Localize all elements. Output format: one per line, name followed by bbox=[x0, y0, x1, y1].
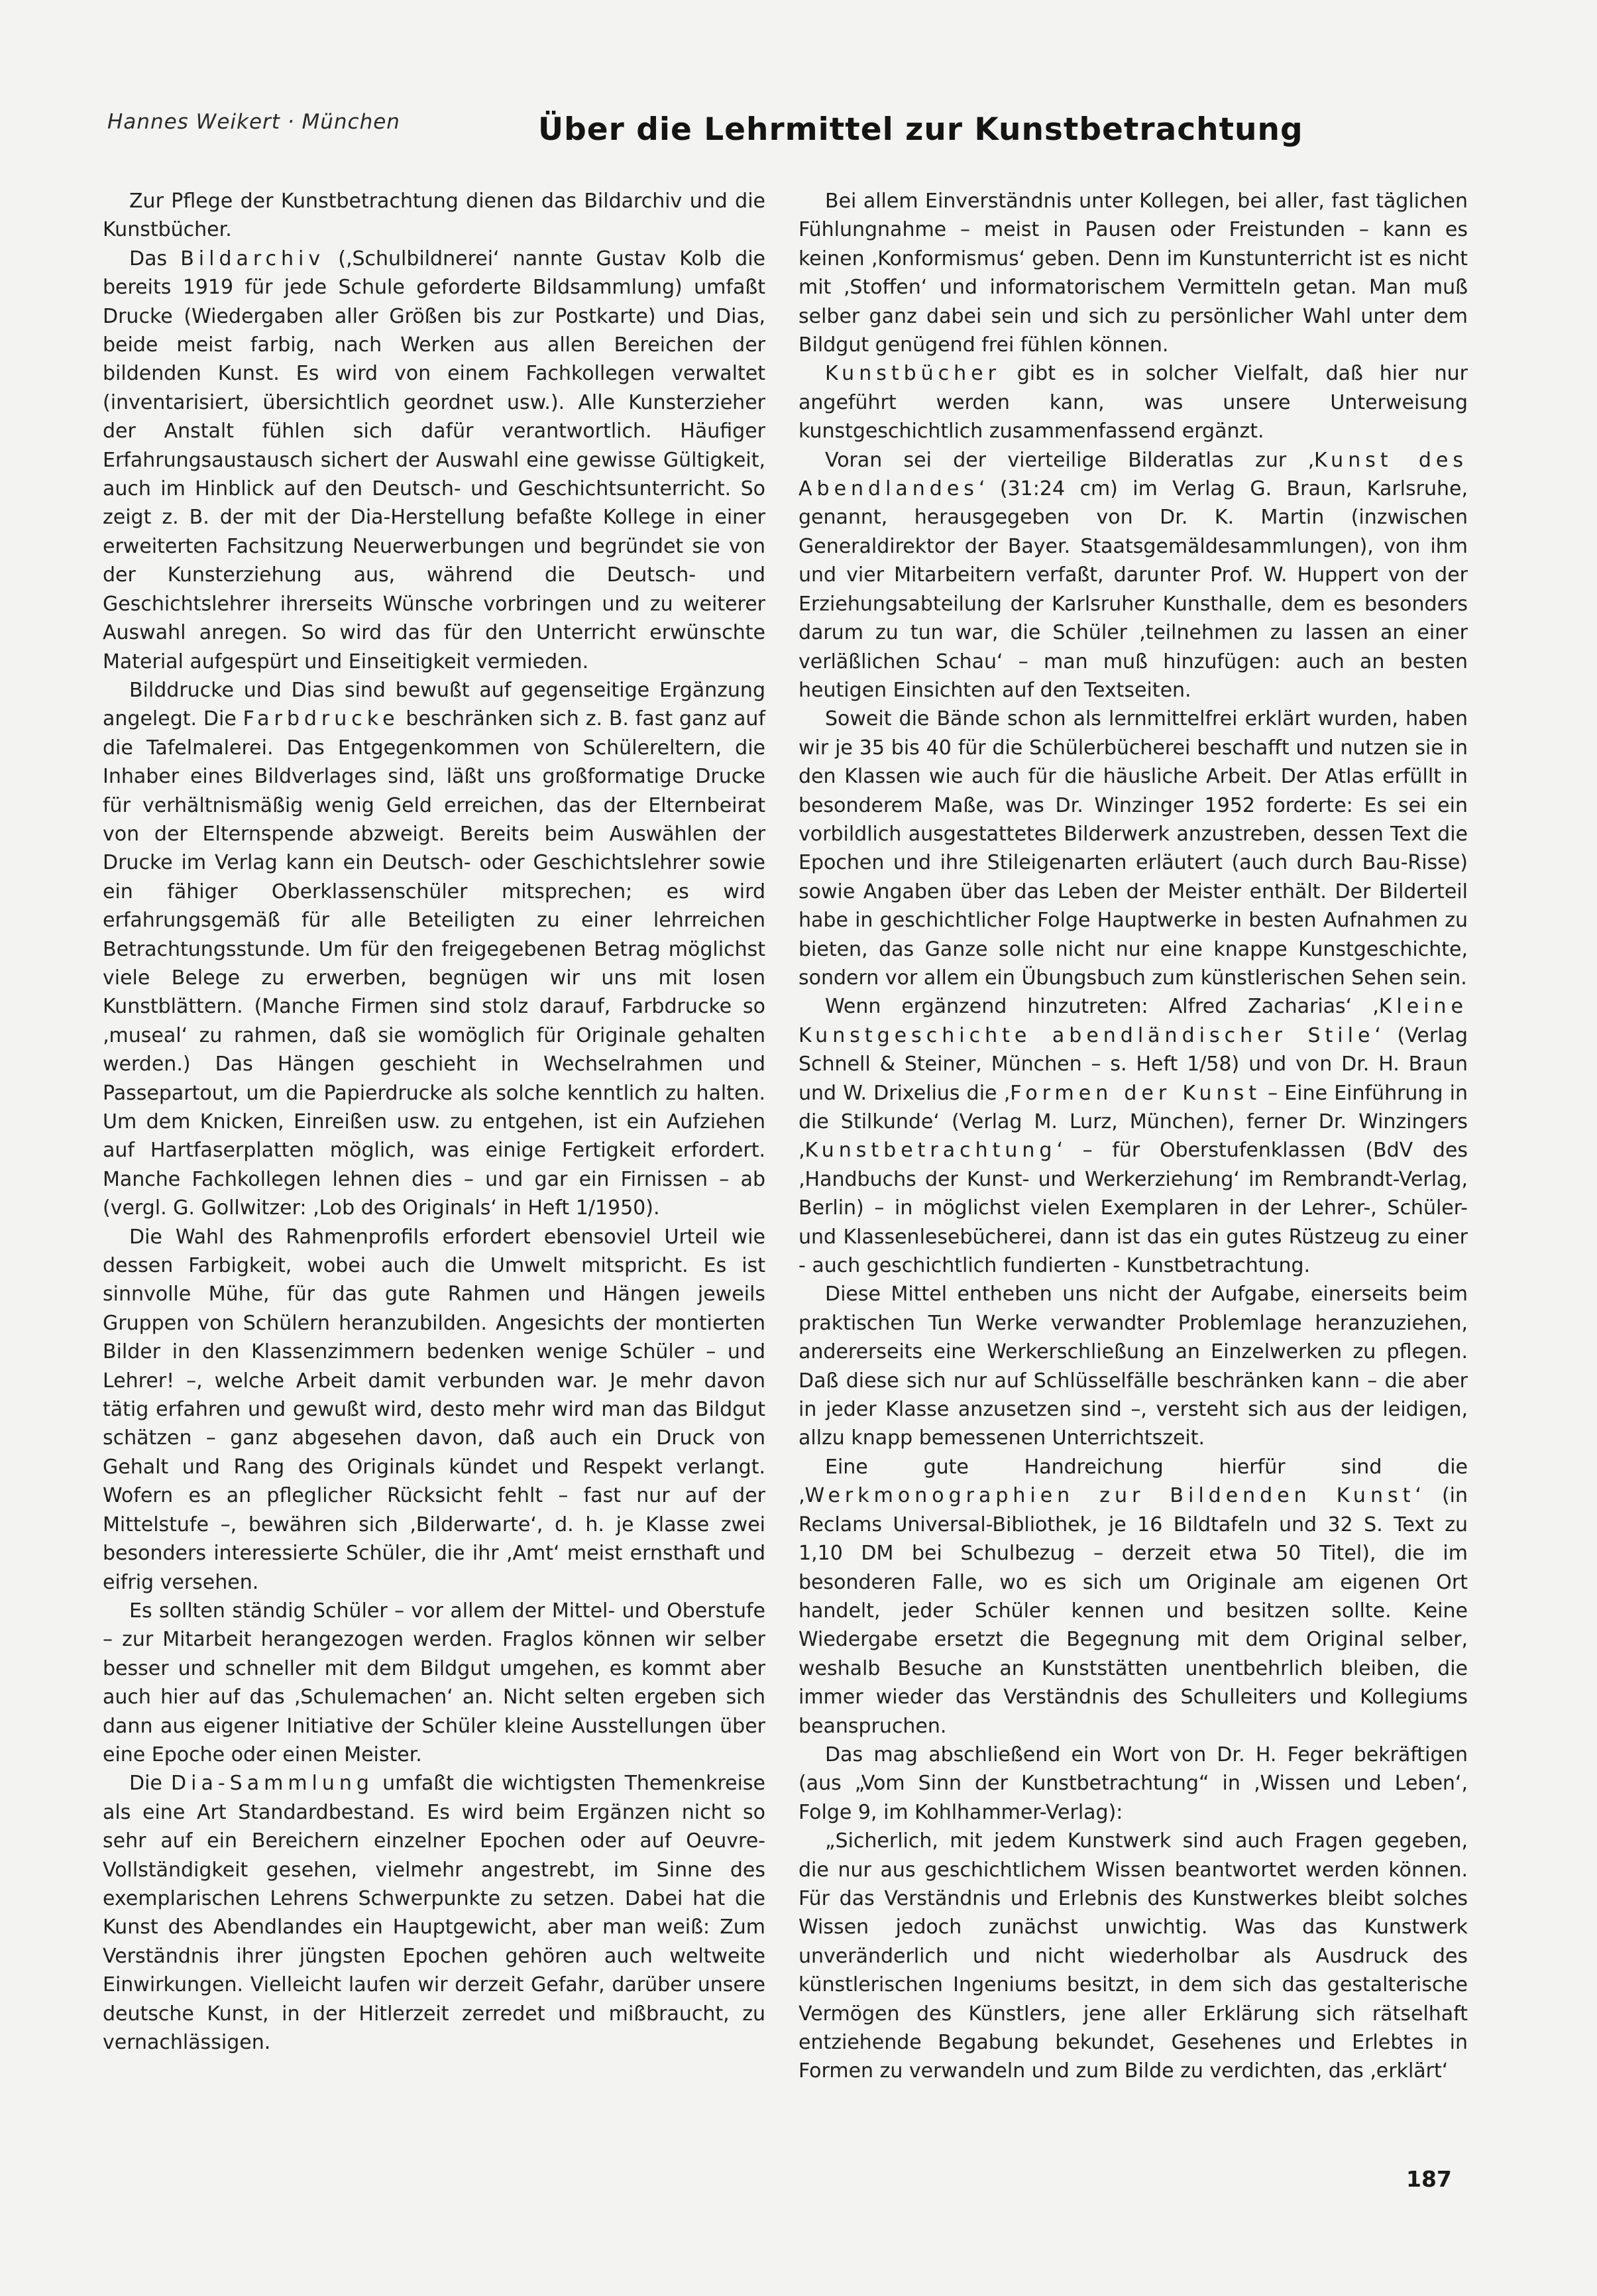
paragraph: Soweit die Bände schon als lernmittelfrei erklärt wurden, haben wir je 35 bis 40 für die Schülerbücherei beschafft und nutzen sie in den Klassen wie auch für die häusliche Arbeit. Der Atlas erfüllt in besonderem Maße, was Dr. Winzinger 1952 forderte: Es sei ein vorbildlich ausgestattetes Bilderwerk anzustreben, dessen Text die Epochen und ihre Stileigenarten erläutert (auch durch Bau-Risse) sowie Angaben über das Leben der Meister enthält. Der Bilderteil habe in geschichtlicher Folge Hauptwerke in besten Aufnahmen zu bieten, das Ganze solle nicht nur eine knappe Kunstgeschichte, sondern vor allem ein Übungsbuch zum künstlerischen Sehen sein. bbox=[798, 707, 1468, 990]
paragraph: Das Bildarchiv (‚Schulbildnerei‘ nannte Gustav Kolb die bereits 1919 für jede Schule geforderte Bildsammlung) umfaßt Drucke (Wiedergaben aller Größen bis zur Postkarte) und Dias, beide meist farbig, nach Werken aus allen Bereichen der bildenden Kunst. Es wird von einem Fachkollegen verwaltet (inventarisiert, übersichtlich geordnet usw.). Alle Kunsterzieher der Anstalt fühlen sich dafür verantwortlich. Häufiger Erfahrungsaustausch sichert der Auswahl eine gewisse Gültigkeit, auch im Hinblick auf den Deutsch- und Geschichtsunterricht. So zeigt z. B. der mit der Dia-Herstellung befaßte Kollege in einer erweiterten Fachsitzung Neuerwerbungen und begründet sie von der Kunsterziehung aus, während die Deutsch- und Geschichtslehrer ihrerseits Wünsche vorbringen und zu weiterer Auswahl anregen. So wird das für den Unterricht erwünschte Material aufgespürt und Einseitigkeit vermieden. bbox=[103, 247, 766, 673]
paragraph: Zur Pflege der Kunstbetrachtung dienen das Bildarchiv und die Kunstbücher. bbox=[103, 190, 765, 242]
paragraph: Wenn ergänzend hinzutreten: Alfred Zacharias‘ ‚Kleine Kunstgeschichte abendländischer Stile‘ (Verlag Schnell & Steiner, München – s. Heft 1/58) und von Dr. H. Braun und W. Drixelius die ‚Formen der Kunst – Eine Einführung in die Stilkunde‘ (Verlag M. Lurz, München), ferner Dr. Winzingers ‚Kunstbetrachtung‘ – für Oberstufenklassen (BdV des ‚Handbuchs der Kunst- und Werkerziehung‘ im Rembrandt-Verlag, Berlin) – in möglichst vielen Exemplaren in der Lehrer-, Schüler- und Klassenlesebüchereі, dann ist das ein gutes Rüstzeug zu einer - auch geschichtlich fundierten - Kunstbetrachtung. bbox=[798, 995, 1468, 1278]
paragraph: Es sollten ständig Schüler – vor allem der Mittel- und Oberstufe – zur Mitarbeit herangezogen werden. Fraglos können wir selber besser und schneller mit dem Bildgut umgehen, es kommt aber auch hier auf das ‚Schulemachen‘ an. Nicht selten ergeben sich dann aus eigener Initiative der Schüler kleine Ausstellungen über eine Epoche oder einen Meister. bbox=[103, 1599, 765, 1766]
spaced-term: Kunstbücher bbox=[825, 362, 1001, 386]
paragraph: Die Dia-Sammlung umfaßt die wichtigsten Themenkreise als eine Art Standardbestand. Es wird beim Ergänzen nicht so sehr auf ein Bereichern einzelner Epochen oder auf Oeuvre-Vollständigkeit gesehen, vielmehr angestrebt, im Sinne des exemplarischen Lehrens Schwerpunkte zu setzen. Dabei hat die Kunst des Abendlandes ein Hauptgewicht, aber man weiß: Zum Verständnis ihrer jüngsten Epochen gehören auch weltweite Einwirkungen. Vielleicht laufen wir derzeit Gefahr, darüber unsere deutsche Kunst, in der Hitlerzeit zerredet und mißbraucht, zu vernachlässigen. bbox=[103, 1772, 765, 2054]
paragraph: Die Wahl des Rahmenprofils erfordert ebensoviel Urteil wie dessen Farbigkeit, wobei auch die Umwelt mitspricht. Es ist sinnvolle Mühe, für das gute Rahmen und Hängen jeweils Gruppen von Schülern heranzubilden. Angesichts der montierten Bilder in den Klassenzimmern bedenken wenige Schüler – und Lehrer! –, welche Arbeit damit verbunden war. Je mehr davon tätig erfahren und gewußt wird, desto mehr wird man das Bildgut schätzen – ganz abgesehen davon, daß auch ein Druck von Gehalt und Rang des Originals kündet und Respekt verlangt. Wofern es an pfleglicher Rücksicht fehlt – fast nur auf der Mittelstufe –, bewähren sich ‚Bilderwarte‘, d. h. je Klasse zwei besonders interessierte Schüler, die ihr ‚Amt‘ meist ernsthaft und eifrig versehen. bbox=[103, 1225, 765, 1594]
page-number: 187 bbox=[1406, 2166, 1452, 2192]
left-column bbox=[103, 187, 765, 2057]
paragraph: Voran sei der vierteilige Bilderatlas zur ‚Kunst des Abendlandes‘ (31:24 cm) im Verlag G. Braun, Karlsruhe, genannt, herausgegeben von Dr. K. Martin (inzwischen Generaldirektor der Bayer. Staatsgemäldesammlungen), von ihm und vier Mitarbeitern verfaßt, darunter Prof. W. Huppert von der Erziehungsabteilung der Karlsruher Kunsthalle, dem es besonders darum zu tun war, die Schüler ‚teilnehmen zu lassen an einer verläßlichen Schau‘ – man muß hinzufügen: auch an besten heutigen Einsichten auf den Textseiten. bbox=[798, 448, 1468, 702]
right-column bbox=[798, 187, 1468, 2086]
paragraph: Bilddrucke und Dias sind bewußt auf gegenseitige Ergänzung angelegt. Die Farbdrucke beschränken sich z. B. fast ganz auf die Tafelmalerei. Das Entgegenkommen von Schülereltern, die Inhaber eines Bildverlages sind, läßt uns großformatige Drucke für verhältnismäßig wenig Geld erreichen, das der Elternbeirat von der Elternspende abzweigt. Bereits beim Auswählen der Drucke im Verlag kann ein Deutsch- oder Geschichtslehrer sowie ein fähiger Oberklassenschüler mitsprechen; es wird erfahrungsgemäß für alle Beteiligten zu einer lehrreichen Betrachtungsstunde. Um für den freigegebenen Betrag möglichst viele Belege zu erwerben, begnügen wir uns mit losen Kunstblättern. (Manche Firmen sind stolz darauf, Farbdrucke so ‚museal‘ zu rahmen, daß sie womöglich für Originale gehalten werden.) Das Hängen geschieht in Wechselrahmen und Passepartout, um die Papierdrucke als solche kenntlich zu halten. Um dem Knicken, Einreißen usw. zu entgehen, ist ein Aufziehen auf Hartfaserplatten möglich, was einige Fertigkeit erfordert. Manche Fachkollegen lehnen dies – und gar ein Firnissen – ab (vergl. G. Gollwitzer: ‚Lob des Originals‘ in Heft 1/1950). bbox=[103, 678, 765, 1220]
spaced-term: Formen der Kunst bbox=[1010, 1081, 1261, 1105]
paragraph: Das mag abschließend ein Wort von Dr. H. Feger bekräftigen (aus „Vom Sinn der Kunstbetrachtung“ in ‚Wissen und Leben‘, Folge 9, im Kohlhammer-Verlag): bbox=[798, 1743, 1468, 1824]
paragraph: Bei allem Einverständnis unter Kollegen, bei aller, fast täglichen Fühlungnahme – meist in Pausen oder Freistunden – kann es keinen ‚Konformismus‘ geben. Denn im Kunstunterricht ist es nicht mit ‚Stoffen‘ und informatorischem Vermitteln getan. Man muß selber ganz dabei sein und sich zu persönlicher Wahl unter dem Bildgut genügend frei fühlen können. bbox=[798, 190, 1468, 357]
spaced-term: Kunst des Abendlandes bbox=[798, 448, 1468, 501]
spaced-term: Dia-Sammlung bbox=[171, 1772, 374, 1796]
spaced-term: Werkmonographien zur Bildenden Kunst bbox=[804, 1484, 1415, 1508]
paragraph: „Sicherlich, mit jedem Kunstwerk sind auch Fragen gegeben, die nur aus geschichtlichem Wissen beantwortet werden können. Für das Verständnis und Erlebnis des Kunstwerkes bleibt solches Wissen jedoch zunächst unwichtig. Was das Kunstwerk unveränderlich und nicht wiederholbar als Ausdruck des künstlerischen Ingeniums besitzt, in dem sich das gestalterische Vermögen des Künstlers, jene aller Erklärung sich rätselhaft entziehende Begabung bekundet, Gesehenes und Erlebtes in Formen zu verwandeln und zum Bilde zu verdichten, das ‚erklärt‘ bbox=[798, 1829, 1468, 2083]
paragraph: Eine gute Handreichung hierfür sind die ‚Werkmonographien zur Bildenden Kunst‘ (in Reclams Universal-Bibliothek, je 16 Bildtafeln und 32 S. Text zu 1,10 DM bei Schulbezug – derzeit etwa 50 Titel), die im besonderen Falle, wo es sich um Originale am eigenen Ort handelt, jeder Schüler kennen und besitzen sollte. Keine Wiedergabe ersetzt die Begegnung mit dem Original selber, weshalb Besuche an Kunststätten unentbehrlich bleiben, die immer wieder das Verständnis des Schulleiters und Kollegiums beanspruchen. bbox=[798, 1455, 1468, 1738]
spaced-term: Kleine Kunstgeschichte abendländischer Stile bbox=[798, 995, 1468, 1047]
article-title: Über die Lehrmittel zur Kunstbetrachtung bbox=[538, 111, 1303, 148]
paragraph: Diese Mittel entheben uns nicht der Aufgabe, einerseits beim praktischen Tun Werke verwandter Problemlage heranzuziehen, andererseits eine Werkerschließung an Einzelwerken zu pflegen. Daß diese sich nur auf Schlüsselfälle beschränken kann – die aber in jeder Klasse anzusetzen sind –, versteht sich aus der leidigen, allzu knapp bemessenen Unterrichtszeit. bbox=[798, 1283, 1468, 1450]
spaced-term: Kunstbetrachtung bbox=[804, 1139, 1057, 1163]
spaced-term: Bildarchiv bbox=[180, 247, 325, 270]
author-line: Hannes Weikert · München bbox=[107, 110, 400, 134]
paragraph: Kunstbücher gibt es in solcher Vielfalt, daß hier nur angeführt werden kann, was unsere Unterweisung kunstgeschichtlich zusammenfassend ergänzt. bbox=[798, 362, 1468, 443]
spaced-term: Farbdrucke bbox=[243, 707, 400, 731]
